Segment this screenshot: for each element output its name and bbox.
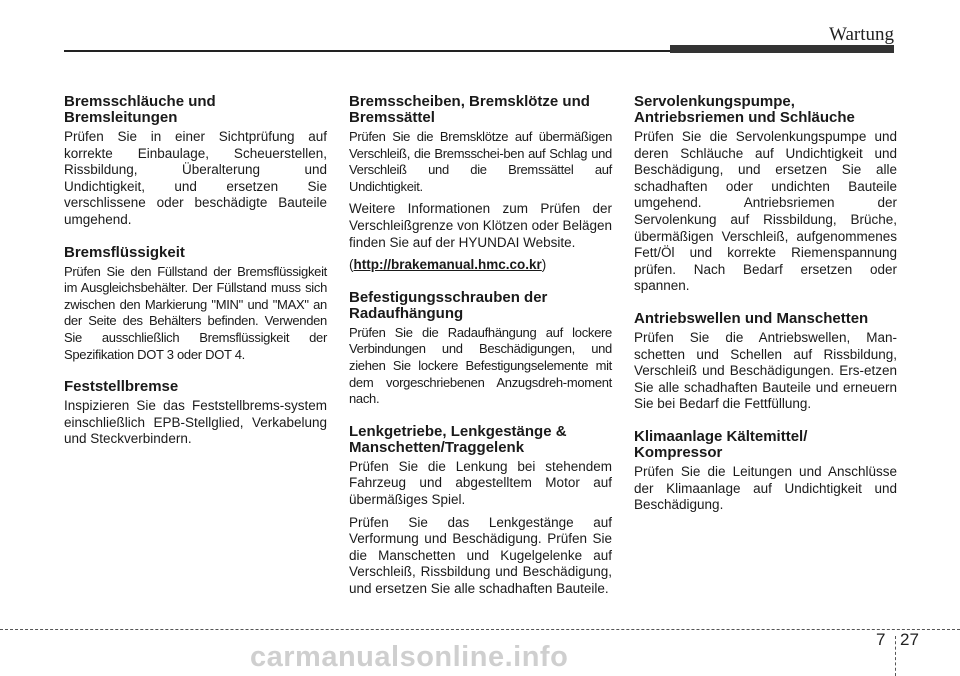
text-servolenkungspumpe: Prüfen Sie die Servolenkungspumpe und deren Schläuche auf Undichtigkeit und Beschädigung, und ersetzen Sie alle schadhaften oder undichten Bauteile umgehend. Antriebsriemen der Servolenkung auf Rissbildung, Brüche, übermäßigen Verschleiß, aufgenommenes Fett/Öl und korrekte Riemenspannung prüfen. Nach Bedarf ersetzen oder spannen. (634, 129, 897, 294)
heading-bremsfluessigkeit: Bremsflüssigkeit (64, 243, 185, 261)
heading-bremsscheiben: Bremsscheiben, Bremsklötze und Bremssättel (349, 93, 590, 126)
page-number-divider (895, 636, 896, 676)
footer-rule (0, 629, 960, 630)
text-bremsfluessigkeit: Prüfen Sie den Füllstand der Bremsflüssigkeit im Ausgleichsbehälter. Der Füllstand muss sich zwischen den Markierung "MIN" und "MAX" an der Seite des Behälters befinden. Verwenden Sie ausschließlich Bremsflüssigkeit der Spezifikation DOT 3 oder DOT 4. (64, 263, 327, 362)
page-number: 27 (900, 630, 919, 649)
text-bremsscheiben-info: Weitere Informationen zum Prüfen der Verschleißgrenze von Klötzen oder Belägen finden Sie auf der HYUNDAI Website. (349, 201, 612, 250)
column-right (634, 94, 897, 514)
text-befestigungsschrauben: Prüfen Sie die Radaufhängung auf lockere Verbindungen und Beschädigungen, und ziehen Sie lockere Befestigungselemente mit dem vorgeschriebenen Anzugsdreh-moment nach. (349, 324, 612, 407)
chapter-number: 7 (876, 630, 886, 649)
heading-klimaanlage: Klimaanlage Kältemittel/ Kompressor (634, 427, 808, 461)
watermark: carmanualsonline.info (250, 641, 569, 673)
text-bremsschlaeuche: Prüfen Sie in einer Sichtprüfung auf korrekte Einbaulage, Scheuerstellen, Rissbildung, Überalterung und Undichtigkeit, und ersetzen Sie verschlissene oder beschädigte Bauteile umgehend. (64, 129, 327, 227)
link-line (349, 257, 612, 274)
column-left (64, 94, 327, 448)
text-antriebswellen: Prüfen Sie die Antriebswellen, Man-schetten und Schellen auf Rissbildung, Verschleiß und Beschädigungen. Ers-etzen Sie alle schadhaften Bauteile und erneuern Sie bei Bedarf die Fettfüllung. (634, 329, 897, 412)
link-paren-close: ) (541, 257, 547, 273)
heading-befestigungsschrauben: Befestigungsschrauben der Radaufhängung (349, 288, 548, 322)
heading-lenkgetriebe: Lenkgetriebe, Lenkgestänge & Manschetten/Traggelenk (349, 422, 567, 456)
column-middle (349, 94, 612, 597)
heading-bremsschlaeuche: Bremsschläuche und Bremsleitungen (64, 93, 216, 126)
section-title: Wartung (829, 24, 894, 45)
text-klimaanlage: Prüfen Sie die Leitungen und Anschlüsse der Klimaanlage auf Undichtigkeit und Beschädigung. (634, 463, 897, 513)
text-bremsscheiben: Prüfen Sie die Bremsklötze auf übermäßigen Verschleiß, die Bremsschei-ben auf Schlag und Verschleiß und die Bremssättel auf Undichtigkeit. (349, 129, 612, 194)
text-lenkgestaenge: Prüfen Sie das Lenkgestänge auf Verformung und Beschädigung. Prüfen Sie die Manschetten und Kugelgelenke auf Verschleiß, Rissbildung und Beschädigung, und ersetzen Sie alle schadhaften Bauteile. (349, 514, 612, 596)
text-lenkgetriebe: Prüfen Sie die Lenkung bei stehendem Fahrzeug und abgestelltem Motor auf übermäßiges Spiel. (349, 458, 612, 507)
heading-feststellbremse: Feststellbremse (64, 378, 179, 396)
heading-antriebswellen: Antriebswellen und Manschetten (634, 309, 869, 327)
brake-manual-link[interactable]: http://brakemanual.hmc.co.kr (353, 257, 542, 273)
header-rule-thin (64, 50, 670, 52)
header-rule-thick (670, 45, 894, 53)
text-feststellbremse: Inspizieren Sie das Feststellbrems-system einschließlich EPB-Stellglied, Verkabelung und Steckverbindern. (64, 398, 327, 447)
heading-servolenkungspumpe: Servolenkungspumpe, Antriebsriemen und Schläuche (634, 93, 855, 126)
link-paren-open: ( (349, 257, 354, 273)
